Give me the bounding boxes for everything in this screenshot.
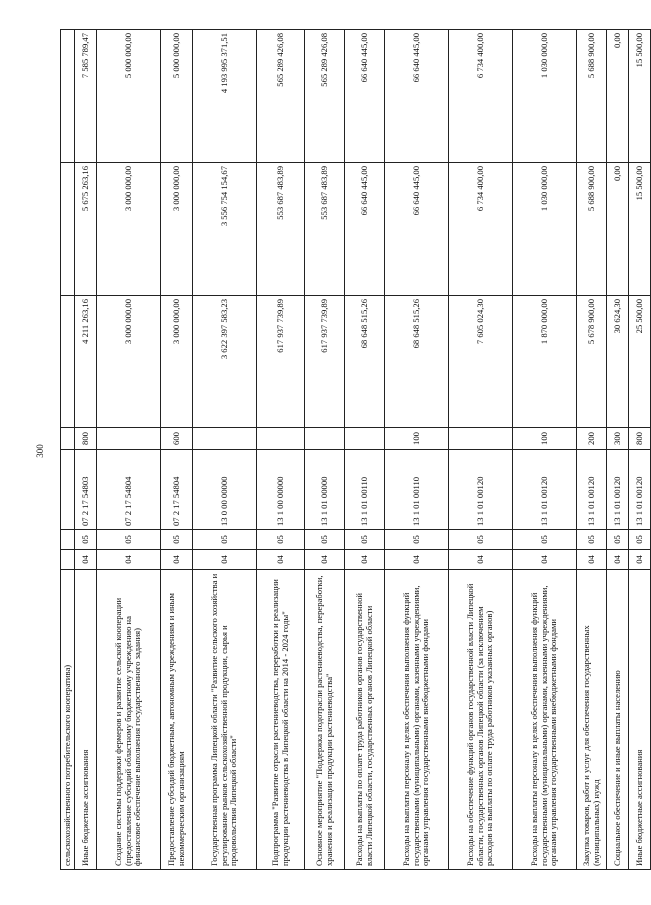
section-code-cell: 04 <box>161 550 193 570</box>
target-article-cell: 07 2 17 54803 <box>75 450 97 530</box>
expense-type-cell: 800 <box>629 428 651 450</box>
target-article-cell <box>61 450 75 530</box>
table-row <box>305 30 345 870</box>
amount-year3-cell: 7 585 789,47 <box>75 30 97 163</box>
amount-year2-cell: 66 640 445,00 <box>385 163 449 296</box>
subsection-code-cell: 05 <box>305 530 345 550</box>
amount-year1-cell: 3 622 397 583,23 <box>193 296 257 428</box>
section-code-cell: 04 <box>345 550 385 570</box>
budget-table-sheet <box>60 30 644 870</box>
amount-year3-cell: 565 289 426,08 <box>305 30 345 163</box>
target-article-cell: 13 1 01 00120 <box>513 450 577 530</box>
expense-type-cell <box>97 428 161 450</box>
expense-type-cell: 600 <box>161 428 193 450</box>
amount-year2-cell: 1 030 000,00 <box>513 163 577 296</box>
amount-year1-cell: 68 648 515,26 <box>385 296 449 428</box>
table-row <box>513 30 577 870</box>
section-code-cell: 04 <box>607 550 629 570</box>
amount-year2-cell: 0,00 <box>607 163 629 296</box>
section-code-cell: 04 <box>97 550 161 570</box>
table-row <box>75 30 97 870</box>
row-name-cell: Предоставление субсидий бюджетным, автономным учреждениям и иным некоммерческим организациям <box>161 570 193 870</box>
amount-year2-cell: 3 556 754 154,67 <box>193 163 257 296</box>
amount-year2-cell: 5 675 263,16 <box>75 163 97 296</box>
amount-year3-cell: 565 289 426,08 <box>257 30 305 163</box>
section-code-cell: 04 <box>385 550 449 570</box>
amount-year3-cell: 5 688 900,00 <box>577 30 607 163</box>
expense-type-cell <box>449 428 513 450</box>
amount-year2-cell: 553 687 483,89 <box>257 163 305 296</box>
section-code-cell: 04 <box>629 550 651 570</box>
row-name-cell: Социальное обеспечение и иные выплаты населению <box>607 570 629 870</box>
row-name-cell: Расходы на выплаты по оплате труда работников органов государственной власти Липецкой области, государственных органов Липецкой области <box>345 570 385 870</box>
target-article-cell: 13 1 01 00120 <box>449 450 513 530</box>
expense-type-cell: 200 <box>577 428 607 450</box>
amount-year1-cell: 30 624,30 <box>607 296 629 428</box>
subsection-code-cell: 05 <box>513 530 577 550</box>
section-code-cell: 04 <box>449 550 513 570</box>
amount-year1-cell: 5 678 900,00 <box>577 296 607 428</box>
amount-year1-cell: 3 000 000,00 <box>97 296 161 428</box>
row-name-cell: Создание системы поддержки фермеров и развитие сельской кооперации (предоставление субсидий областному бюджетному учреждению на финансовое обеспечение выполнения государственного задания) <box>97 570 161 870</box>
table-row <box>385 30 449 870</box>
amount-year1-cell: 3 000 000,00 <box>161 296 193 428</box>
row-name-cell: Расходы на выплаты персоналу в целях обеспечения выполнения функций государственными (муниципальными) органами, казенными учреждениями, органами управления государственными внебюджетными фондами <box>385 570 449 870</box>
expense-type-cell <box>61 428 75 450</box>
amount-year3-cell <box>61 30 75 163</box>
row-name-cell: Основное мероприятие "Поддержка подотрасли растениеводства, переработки, хранения и реализации продукции растениеводства" <box>305 570 345 870</box>
page-number: 300 <box>35 444 45 458</box>
amount-year1-cell: 4 211 263,16 <box>75 296 97 428</box>
amount-year3-cell: 0,00 <box>607 30 629 163</box>
expense-type-cell <box>305 428 345 450</box>
expense-type-cell: 100 <box>513 428 577 450</box>
table-row <box>577 30 607 870</box>
table-row <box>193 30 257 870</box>
row-name-cell: Государственная программа Липецкой области "Развитие сельского хозяйства и регулирование рынков сельскохозяйственной продукции, сырья и продовольствия Липецкой области" <box>193 570 257 870</box>
subsection-code-cell: 05 <box>385 530 449 550</box>
expense-type-cell <box>193 428 257 450</box>
table-row <box>161 30 193 870</box>
row-name-cell: Расходы на обеспечение функций органов государственной власти Липецкой области, государственных органов Липецкой области (за исключением расходов на выплаты по оплате труда работников указанных органов) <box>449 570 513 870</box>
subsection-code-cell: 05 <box>345 530 385 550</box>
amount-year1-cell: 7 605 024,30 <box>449 296 513 428</box>
row-name-cell: Закупка товаров, работ и услуг для обеспечения государственных (муниципальных) нужд <box>577 570 607 870</box>
section-code-cell: 04 <box>577 550 607 570</box>
table-row <box>257 30 305 870</box>
subsection-code-cell: 05 <box>97 530 161 550</box>
section-code-cell: 04 <box>305 550 345 570</box>
target-article-cell: 13 1 01 00120 <box>629 450 651 530</box>
target-article-cell: 13 1 01 00000 <box>305 450 345 530</box>
row-name-cell: Расходы на выплаты персоналу в целях обеспечения выполнения функций государственными (муниципальными) органами, казенными учреждениями, органами управления государственными внебюджетными фондами <box>513 570 577 870</box>
subsection-code-cell: 05 <box>257 530 305 550</box>
subsection-code-cell: 05 <box>75 530 97 550</box>
row-name-cell: Подпрограмма "Развитие отрасли растениеводства, переработки и реализации продукции растениеводства в Липецкой области на 2014 - 2024 годы" <box>257 570 305 870</box>
expense-type-cell: 100 <box>385 428 449 450</box>
target-article-cell: 13 1 01 00120 <box>577 450 607 530</box>
section-code-cell: 04 <box>75 550 97 570</box>
amount-year2-cell: 3 000 000,00 <box>161 163 193 296</box>
table-row <box>449 30 513 870</box>
budget-table-body <box>61 30 651 870</box>
subsection-code-cell: 05 <box>629 530 651 550</box>
amount-year1-cell: 617 937 739,89 <box>257 296 305 428</box>
subsection-code-cell <box>61 530 75 550</box>
amount-year2-cell: 3 000 000,00 <box>97 163 161 296</box>
section-code-cell: 04 <box>193 550 257 570</box>
amount-year3-cell: 1 030 000,00 <box>513 30 577 163</box>
amount-year1-cell: 68 648 515,26 <box>345 296 385 428</box>
amount-year2-cell: 15 500,00 <box>629 163 651 296</box>
table-row <box>607 30 629 870</box>
table-row <box>61 30 75 870</box>
row-name-cell: сельскохозяйственного потребительского кооператива) <box>61 570 75 870</box>
table-row <box>629 30 651 870</box>
expense-type-cell: 300 <box>607 428 629 450</box>
amount-year1-cell <box>61 296 75 428</box>
section-code-cell <box>61 550 75 570</box>
table-row <box>97 30 161 870</box>
amount-year3-cell: 15 500,00 <box>629 30 651 163</box>
target-article-cell: 13 1 01 00120 <box>607 450 629 530</box>
target-article-cell: 07 2 17 54804 <box>97 450 161 530</box>
expense-type-cell <box>345 428 385 450</box>
subsection-code-cell: 05 <box>161 530 193 550</box>
amount-year2-cell: 66 640 445,00 <box>345 163 385 296</box>
amount-year2-cell <box>61 163 75 296</box>
subsection-code-cell: 05 <box>577 530 607 550</box>
subsection-code-cell: 05 <box>193 530 257 550</box>
target-article-cell: 13 0 00 00000 <box>193 450 257 530</box>
expense-type-cell <box>257 428 305 450</box>
row-name-cell: Иные бюджетные ассигнования <box>629 570 651 870</box>
amount-year2-cell: 6 734 400,00 <box>449 163 513 296</box>
amount-year2-cell: 553 687 483,89 <box>305 163 345 296</box>
target-article-cell: 13 1 01 00110 <box>345 450 385 530</box>
row-name-cell: Иные бюджетные ассигнования <box>75 570 97 870</box>
section-code-cell: 04 <box>257 550 305 570</box>
target-article-cell: 07 2 17 54804 <box>161 450 193 530</box>
amount-year1-cell: 1 870 000,00 <box>513 296 577 428</box>
amount-year3-cell: 4 193 995 371,51 <box>193 30 257 163</box>
amount-year3-cell: 6 734 400,00 <box>449 30 513 163</box>
expense-type-cell: 800 <box>75 428 97 450</box>
amount-year2-cell: 5 688 900,00 <box>577 163 607 296</box>
subsection-code-cell: 05 <box>607 530 629 550</box>
amount-year3-cell: 66 640 445,00 <box>345 30 385 163</box>
amount-year1-cell: 617 937 739,89 <box>305 296 345 428</box>
amount-year1-cell: 25 500,00 <box>629 296 651 428</box>
table-row <box>345 30 385 870</box>
target-article-cell: 13 1 00 00000 <box>257 450 305 530</box>
subsection-code-cell: 05 <box>449 530 513 550</box>
amount-year3-cell: 5 000 000,00 <box>97 30 161 163</box>
amount-year3-cell: 5 000 000,00 <box>161 30 193 163</box>
budget-table <box>60 29 651 870</box>
section-code-cell: 04 <box>513 550 577 570</box>
amount-year3-cell: 66 640 445,00 <box>385 30 449 163</box>
target-article-cell: 13 1 01 00110 <box>385 450 449 530</box>
